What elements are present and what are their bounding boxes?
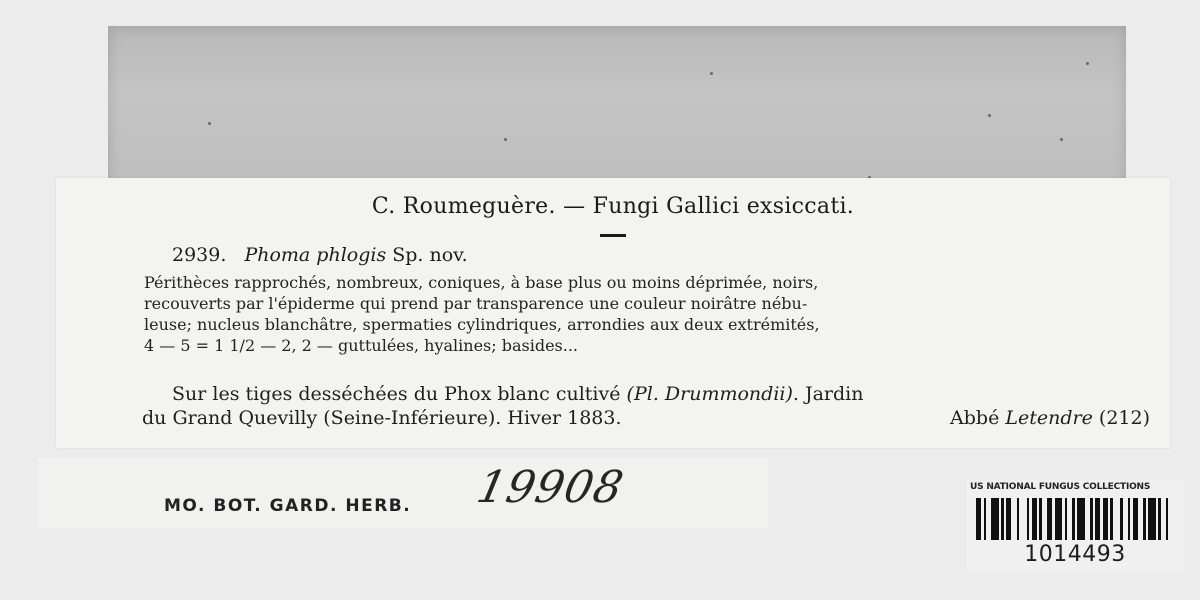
packet-speck xyxy=(988,114,991,117)
description-line: leuse; nucleus blanchâtre, spermaties cylindriques, arrondies aux deux extrémités, xyxy=(144,315,820,334)
accession-number: 19908 xyxy=(472,462,629,513)
barcode-block xyxy=(966,480,1184,572)
barcode-bar xyxy=(1055,498,1063,540)
barcode-bar xyxy=(1148,498,1156,540)
barcode-bar xyxy=(1077,498,1085,540)
barcode-bar xyxy=(991,498,999,540)
species-status: Sp. nov. xyxy=(392,244,468,266)
specimen-packet xyxy=(108,26,1126,198)
label-title: C. Roumeguère. — Fungi Gallici exsiccati. xyxy=(371,194,855,219)
barcode-bar xyxy=(1019,498,1027,540)
collector-number: (212) xyxy=(1098,407,1150,429)
species-number: 2939. xyxy=(172,244,227,266)
printed-label xyxy=(56,178,1170,448)
species-heading xyxy=(172,244,468,266)
herbarium-label: MO. BOT. GARD. HERB. xyxy=(164,496,412,516)
locality-text: Sur les tiges desséchées du Phox blanc cultivé xyxy=(172,383,621,405)
description-line: recouverts par l'épiderme qui prend par transparence une couleur noirâtre nébu- xyxy=(144,294,808,313)
barcode-number: 1014493 xyxy=(1024,542,1126,567)
barcode-caption: US NATIONAL FUNGUS COLLECTIONS xyxy=(970,482,1151,492)
locality-host: (Pl. Drummondii) xyxy=(626,383,793,405)
barcode-icon xyxy=(976,498,1174,540)
locality-line-1 xyxy=(142,382,1150,406)
barcode-bar xyxy=(1168,498,1173,540)
herbarium-strip xyxy=(38,458,768,528)
description-line: 4 — 5 = 1 1/2 — 2, 2 — guttulées, hyalines; basides... xyxy=(144,336,579,355)
title-rule xyxy=(600,234,626,237)
barcode-bar xyxy=(1113,498,1121,540)
locality-line-2 xyxy=(142,406,1150,430)
species-description xyxy=(144,272,1144,356)
species-name: Phoma phlogis xyxy=(244,244,387,266)
packet-speck xyxy=(504,138,507,141)
description-line: Périthèces rapprochés, nombreux, coniques, à base plus ou moins déprimée, noirs, xyxy=(144,273,819,292)
collector-name: Letendre xyxy=(1005,407,1093,429)
locality-place-date: du Grand Quevilly (Seine-Inférieure). Hiver 1883. xyxy=(142,407,622,429)
packet-speck xyxy=(1086,62,1089,65)
packet-speck xyxy=(208,122,211,125)
packet-speck xyxy=(710,72,713,75)
locality-garden: . Jardin xyxy=(792,383,864,405)
collector-prefix: Abbé xyxy=(950,407,1000,429)
locality-block xyxy=(142,382,1150,430)
packet-speck xyxy=(1060,138,1063,141)
collector xyxy=(950,406,1150,430)
